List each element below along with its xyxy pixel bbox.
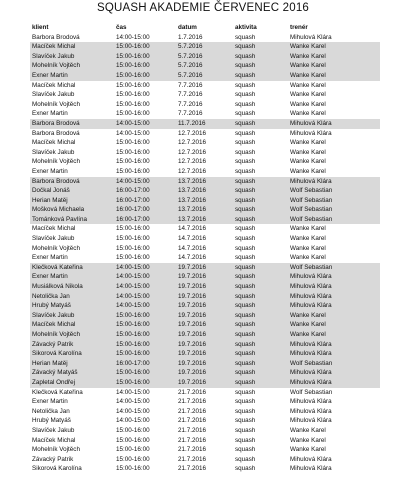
trainer-cell: Wanke Karel xyxy=(288,311,380,321)
activity-cell: squash xyxy=(233,282,288,292)
column-header-client: klient xyxy=(32,24,49,31)
client-cell: Mohelník Vojtěch xyxy=(32,446,80,454)
time-cell: 14:00-15:00 xyxy=(116,398,150,406)
table-row xyxy=(30,272,380,282)
date-cell: 19.7.2016 xyxy=(176,378,233,388)
client-cell: Sikorová Karolína xyxy=(30,349,114,359)
time-cell: 15:00-16:00 xyxy=(116,465,150,473)
table-row xyxy=(30,464,380,474)
client-cell: Macíček Michal xyxy=(32,225,76,233)
client-cell: Barbora Brodová xyxy=(32,129,80,137)
date-cell: 12.7.2016 xyxy=(178,167,207,175)
table-row xyxy=(30,359,380,369)
client-cell: Exner Martin xyxy=(30,71,114,81)
table-row xyxy=(30,148,380,158)
activity-cell: squash xyxy=(233,215,288,225)
time-cell: 15:00-16:00 xyxy=(116,254,150,262)
date-cell: 5.7.2016 xyxy=(176,42,233,52)
client-cell: Závacký Patrik xyxy=(30,340,114,350)
client-cell: Sikorová Karolína xyxy=(32,465,82,473)
table-row xyxy=(30,215,380,225)
time-cell: 14:00-15:00 xyxy=(114,119,176,129)
document-title: SQUASH AKADEMIE ČERVENEC 2016 xyxy=(96,2,310,14)
activity-cell: squash xyxy=(235,91,256,99)
client-cell: Exner Martin xyxy=(32,167,68,175)
time-cell: 15:00-16:00 xyxy=(114,378,176,388)
date-cell: 19.7.2016 xyxy=(176,301,233,311)
time-cell: 16:00-17:00 xyxy=(114,215,176,225)
date-cell: 12.7.2016 xyxy=(178,139,207,147)
date-cell: 21.7.2016 xyxy=(178,407,207,415)
trainer-cell: Wanke Karel xyxy=(290,244,326,252)
client-cell: Závacký Matyáš xyxy=(30,368,114,378)
table-row xyxy=(30,340,380,350)
table-row xyxy=(30,282,380,292)
client-cell: Klečková Kateřina xyxy=(30,263,114,273)
date-cell: 19.7.2016 xyxy=(176,359,233,369)
client-cell: Slavíček Jakub xyxy=(32,235,75,243)
trainer-cell: Wolf Sebastian xyxy=(288,263,380,273)
client-cell: Slavíček Jakub xyxy=(30,52,114,62)
table-row xyxy=(30,71,380,81)
table-row xyxy=(30,416,380,426)
time-cell: 16:00-17:00 xyxy=(114,205,176,215)
trainer-cell: Wanke Karel xyxy=(290,235,326,243)
trainer-cell: Wolf Sebastian xyxy=(288,196,380,206)
client-cell: Mohelník Vojtěch xyxy=(32,100,80,108)
activity-cell: squash xyxy=(233,119,288,129)
activity-cell: squash xyxy=(235,446,256,454)
date-cell: 14.7.2016 xyxy=(178,225,207,233)
activity-cell: squash xyxy=(233,349,288,359)
activity-cell: squash xyxy=(235,110,256,118)
trainer-cell: Wanke Karel xyxy=(288,330,380,340)
time-cell: 15:00-16:00 xyxy=(116,436,150,444)
trainer-cell: Mihulová Klára xyxy=(290,465,332,473)
client-cell: Exner Martin xyxy=(32,398,68,406)
client-cell: Hrubý Matyáš xyxy=(30,301,114,311)
client-cell: Netolička Jan xyxy=(30,292,114,302)
activity-cell: squash xyxy=(233,71,288,81)
time-cell: 15:00-16:00 xyxy=(114,52,176,62)
table-row xyxy=(30,349,380,359)
activity-cell: squash xyxy=(233,320,288,330)
trainer-cell: Mihulová Klára xyxy=(288,378,380,388)
table-row xyxy=(30,436,380,446)
table-row xyxy=(30,81,380,91)
table-row xyxy=(30,397,380,407)
table-row xyxy=(30,119,380,129)
table-row xyxy=(30,455,380,465)
table-row xyxy=(30,157,380,167)
time-cell: 14:00-15:00 xyxy=(116,33,150,41)
time-cell: 14:00-15:00 xyxy=(114,292,176,302)
client-cell: Macíček Michal xyxy=(30,320,114,330)
table-row xyxy=(30,253,380,263)
date-cell: 7.7.2016 xyxy=(178,91,203,99)
table-row xyxy=(30,205,380,215)
client-cell: Mohelník Vojtěch xyxy=(32,244,80,252)
time-cell: 15:00-16:00 xyxy=(116,100,150,108)
table-row xyxy=(30,42,380,52)
activity-cell: squash xyxy=(235,436,256,444)
trainer-cell: Wanke Karel xyxy=(288,71,380,81)
client-cell: Exner Martin xyxy=(30,272,114,282)
table-row xyxy=(30,177,380,187)
trainer-cell: Mihulová Klára xyxy=(290,129,332,137)
trainer-cell: Wanke Karel xyxy=(290,100,326,108)
client-cell: Zapletal Ondřej xyxy=(30,378,114,388)
client-cell: Tománková Pavlína xyxy=(30,215,114,225)
date-cell: 19.7.2016 xyxy=(176,282,233,292)
trainer-cell: Wolf Sebastian xyxy=(288,215,380,225)
client-cell: Slavíček Jakub xyxy=(32,148,75,156)
activity-cell: squash xyxy=(235,426,256,434)
time-cell: 15:00-16:00 xyxy=(114,320,176,330)
date-cell: 12.7.2016 xyxy=(178,129,207,137)
date-cell: 13.7.2016 xyxy=(176,186,233,196)
activity-cell: squash xyxy=(235,398,256,406)
time-cell: 16:00-17:00 xyxy=(114,186,176,196)
column-header-date: datum xyxy=(178,24,197,31)
client-cell: Musiálková Nikola xyxy=(30,282,114,292)
date-cell: 1.7.2016 xyxy=(178,33,203,41)
trainer-cell: Mihulová Klára xyxy=(288,272,380,282)
time-cell: 14:00-15:00 xyxy=(114,282,176,292)
table-row xyxy=(30,196,380,206)
table-row xyxy=(30,301,380,311)
schedule-table xyxy=(30,23,380,474)
activity-cell: squash xyxy=(235,139,256,147)
trainer-cell: Wolf Sebastian xyxy=(288,186,380,196)
activity-cell: squash xyxy=(235,417,256,425)
date-cell: 14.7.2016 xyxy=(178,244,207,252)
client-cell: Barbora Brodová xyxy=(30,177,114,187)
trainer-cell: Mihulová Klára xyxy=(290,455,332,463)
trainer-cell: Mihulová Klára xyxy=(288,340,380,350)
table-row xyxy=(30,378,380,388)
client-cell: Exner Martin xyxy=(32,110,68,118)
trainer-cell: Wanke Karel xyxy=(290,139,326,147)
time-cell: 14:00-15:00 xyxy=(114,272,176,282)
client-cell: Macíček Michal xyxy=(32,139,76,147)
trainer-cell: Wanke Karel xyxy=(290,91,326,99)
table-row xyxy=(30,330,380,340)
table-row xyxy=(30,234,380,244)
time-cell: 14:00-15:00 xyxy=(114,177,176,187)
client-cell: Mohelník Vojtěch xyxy=(30,330,114,340)
date-cell: 21.7.2016 xyxy=(178,417,207,425)
activity-cell: squash xyxy=(233,263,288,273)
date-cell: 21.7.2016 xyxy=(178,446,207,454)
trainer-cell: Mihulová Klára xyxy=(290,33,332,41)
table-row xyxy=(30,368,380,378)
date-cell: 7.7.2016 xyxy=(178,110,203,118)
trainer-cell: Mihulová Klára xyxy=(290,417,332,425)
trainer-cell: Wanke Karel xyxy=(290,110,326,118)
date-cell: 21.7.2016 xyxy=(178,426,207,434)
date-cell: 5.7.2016 xyxy=(176,71,233,81)
column-header-time: čas xyxy=(116,24,127,31)
time-cell: 15:00-16:00 xyxy=(116,426,150,434)
activity-cell: squash xyxy=(233,177,288,187)
activity-cell: squash xyxy=(233,368,288,378)
activity-cell: squash xyxy=(233,42,288,52)
client-cell: Mohelník Vojtěch xyxy=(30,61,114,71)
trainer-cell: Wanke Karel xyxy=(290,254,326,262)
activity-cell: squash xyxy=(235,465,256,473)
time-cell: 15:00-16:00 xyxy=(116,158,150,166)
client-cell: Dočkal Jonáš xyxy=(30,186,114,196)
client-cell: Barbora Brodová xyxy=(30,119,114,129)
client-cell: Slavíček Jakub xyxy=(32,91,75,99)
table-row xyxy=(30,109,380,119)
trainer-cell: Wanke Karel xyxy=(290,148,326,156)
date-cell: 5.7.2016 xyxy=(176,52,233,62)
table-row xyxy=(30,292,380,302)
activity-cell: squash xyxy=(233,311,288,321)
date-cell: 13.7.2016 xyxy=(176,196,233,206)
trainer-cell: Wolf Sebastian xyxy=(290,388,333,396)
activity-cell: squash xyxy=(235,254,256,262)
activity-cell: squash xyxy=(235,129,256,137)
client-cell: Hrubý Matyáš xyxy=(32,417,71,425)
time-cell: 15:00-16:00 xyxy=(114,42,176,52)
table-row xyxy=(30,186,380,196)
column-header-activity: aktivita xyxy=(235,24,257,31)
client-cell: Mošková Michaela xyxy=(30,205,114,215)
time-cell: 14:00-15:00 xyxy=(116,417,150,425)
activity-cell: squash xyxy=(235,33,256,41)
client-cell: Macíček Michal xyxy=(32,436,76,444)
activity-cell: squash xyxy=(233,205,288,215)
time-cell: 15:00-16:00 xyxy=(116,110,150,118)
client-cell: Macíček Michal xyxy=(32,81,76,89)
client-cell: Mohelník Vojtěch xyxy=(32,158,80,166)
trainer-cell: Wanke Karel xyxy=(288,320,380,330)
date-cell: 21.7.2016 xyxy=(178,455,207,463)
table-row xyxy=(30,311,380,321)
activity-cell: squash xyxy=(235,235,256,243)
trainer-cell: Mihulová Klára xyxy=(288,177,380,187)
trainer-cell: Wanke Karel xyxy=(288,42,380,52)
time-cell: 15:00-16:00 xyxy=(114,311,176,321)
activity-cell: squash xyxy=(235,244,256,252)
date-cell: 19.7.2016 xyxy=(176,292,233,302)
time-cell: 14:00-15:00 xyxy=(114,263,176,273)
header-row xyxy=(30,23,380,33)
time-cell: 15:00-16:00 xyxy=(116,446,150,454)
time-cell: 15:00-16:00 xyxy=(116,225,150,233)
time-cell: 15:00-16:00 xyxy=(116,81,150,89)
activity-cell: squash xyxy=(235,225,256,233)
trainer-cell: Wanke Karel xyxy=(288,52,380,62)
time-cell: 14:00-15:00 xyxy=(116,388,150,396)
trainer-cell: Wanke Karel xyxy=(290,81,326,89)
date-cell: 13.7.2016 xyxy=(176,177,233,187)
client-cell: Slavíček Jakub xyxy=(32,426,75,434)
time-cell: 15:00-16:00 xyxy=(116,148,150,156)
table-row xyxy=(30,90,380,100)
date-cell: 11.7.2016 xyxy=(176,119,233,129)
table-row xyxy=(30,138,380,148)
activity-cell: squash xyxy=(235,167,256,175)
date-cell: 19.7.2016 xyxy=(176,272,233,282)
date-cell: 19.7.2016 xyxy=(176,320,233,330)
activity-cell: squash xyxy=(233,292,288,302)
trainer-cell: Mihulová Klára xyxy=(288,301,380,311)
time-cell: 14:00-15:00 xyxy=(116,129,150,137)
date-cell: 13.7.2016 xyxy=(176,215,233,225)
time-cell: 15:00-16:00 xyxy=(116,139,150,147)
table-row xyxy=(30,244,380,254)
activity-cell: squash xyxy=(233,359,288,369)
table-row xyxy=(30,33,380,43)
date-cell: 19.7.2016 xyxy=(176,311,233,321)
client-cell: Slavíček Jakub xyxy=(30,311,114,321)
date-cell: 19.7.2016 xyxy=(176,368,233,378)
date-cell: 21.7.2016 xyxy=(178,465,207,473)
date-cell: 19.7.2016 xyxy=(176,263,233,273)
trainer-cell: Mihulová Klára xyxy=(288,292,380,302)
date-cell: 21.7.2016 xyxy=(178,398,207,406)
client-cell: Herian Matěj xyxy=(30,359,114,369)
time-cell: 16:00-17:00 xyxy=(114,359,176,369)
table-row xyxy=(30,129,380,139)
activity-cell: squash xyxy=(233,301,288,311)
date-cell: 19.7.2016 xyxy=(176,330,233,340)
activity-cell: squash xyxy=(235,407,256,415)
time-cell: 15:00-16:00 xyxy=(116,167,150,175)
table-row xyxy=(30,445,380,455)
table-row xyxy=(30,263,380,273)
table-row xyxy=(30,61,380,71)
table-row xyxy=(30,320,380,330)
activity-cell: squash xyxy=(233,330,288,340)
time-cell: 15:00-16:00 xyxy=(114,368,176,378)
time-cell: 15:00-16:00 xyxy=(114,340,176,350)
trainer-cell: Wanke Karel xyxy=(290,167,326,175)
activity-cell: squash xyxy=(235,158,256,166)
column-header-trainer: trenér xyxy=(290,24,308,31)
time-cell: 14:00-15:00 xyxy=(116,407,150,415)
client-cell: Závacký Patrik xyxy=(32,455,74,463)
trainer-cell: Mihulová Klára xyxy=(288,368,380,378)
activity-cell: squash xyxy=(233,186,288,196)
date-cell: 21.7.2016 xyxy=(178,436,207,444)
date-cell: 19.7.2016 xyxy=(176,340,233,350)
table-row xyxy=(30,167,380,177)
date-cell: 14.7.2016 xyxy=(178,235,207,243)
time-cell: 16:00-17:00 xyxy=(114,196,176,206)
date-cell: 7.7.2016 xyxy=(178,100,203,108)
date-cell: 21.7.2016 xyxy=(178,388,207,396)
table-row xyxy=(30,426,380,436)
trainer-cell: Wolf Sebastian xyxy=(288,359,380,369)
activity-cell: squash xyxy=(233,196,288,206)
client-cell: Klečková Kateřina xyxy=(32,388,83,396)
activity-cell: squash xyxy=(235,81,256,89)
time-cell: 15:00-16:00 xyxy=(116,455,150,463)
date-cell: 14.7.2016 xyxy=(178,254,207,262)
table-row xyxy=(30,388,380,398)
time-cell: 15:00-16:00 xyxy=(114,71,176,81)
date-cell: 5.7.2016 xyxy=(176,61,233,71)
activity-cell: squash xyxy=(233,52,288,62)
client-cell: Netolička Jan xyxy=(32,407,70,415)
date-cell: 19.7.2016 xyxy=(176,349,233,359)
table-row xyxy=(30,52,380,62)
trainer-cell: Mihulová Klára xyxy=(288,282,380,292)
date-cell: 12.7.2016 xyxy=(178,158,207,166)
time-cell: 15:00-16:00 xyxy=(114,349,176,359)
time-cell: 15:00-16:00 xyxy=(116,91,150,99)
client-cell: Macíček Michal xyxy=(30,42,114,52)
activity-cell: squash xyxy=(235,455,256,463)
client-cell: Barbora Brodová xyxy=(32,33,80,41)
trainer-cell: Mihulová Klára xyxy=(288,349,380,359)
activity-cell: squash xyxy=(233,272,288,282)
trainer-cell: Wanke Karel xyxy=(290,426,326,434)
table-row xyxy=(30,100,380,110)
activity-cell: squash xyxy=(235,100,256,108)
trainer-cell: Wanke Karel xyxy=(290,446,326,454)
trainer-cell: Mihulová Klára xyxy=(288,119,380,129)
date-cell: 7.7.2016 xyxy=(178,81,203,89)
activity-cell: squash xyxy=(235,388,256,396)
trainer-cell: Wanke Karel xyxy=(290,225,326,233)
client-cell: Herian Matěj xyxy=(30,196,114,206)
activity-cell: squash xyxy=(233,61,288,71)
time-cell: 14:00-15:00 xyxy=(114,301,176,311)
time-cell: 15:00-16:00 xyxy=(114,61,176,71)
trainer-cell: Mihulová Klára xyxy=(290,398,332,406)
trainer-cell: Wanke Karel xyxy=(290,158,326,166)
trainer-cell: Wanke Karel xyxy=(288,61,380,71)
table-row xyxy=(30,407,380,417)
date-cell: 13.7.2016 xyxy=(176,205,233,215)
trainer-cell: Wanke Karel xyxy=(290,436,326,444)
trainer-cell: Mihulová Klára xyxy=(290,407,332,415)
time-cell: 15:00-16:00 xyxy=(114,330,176,340)
time-cell: 15:00-16:00 xyxy=(116,235,150,243)
date-cell: 12.7.2016 xyxy=(178,148,207,156)
activity-cell: squash xyxy=(233,378,288,388)
time-cell: 15:00-16:00 xyxy=(116,244,150,252)
client-cell: Exner Martin xyxy=(32,254,68,262)
activity-cell: squash xyxy=(233,340,288,350)
trainer-cell: Wolf Sebastian xyxy=(288,205,380,215)
activity-cell: squash xyxy=(235,148,256,156)
table-row xyxy=(30,224,380,234)
